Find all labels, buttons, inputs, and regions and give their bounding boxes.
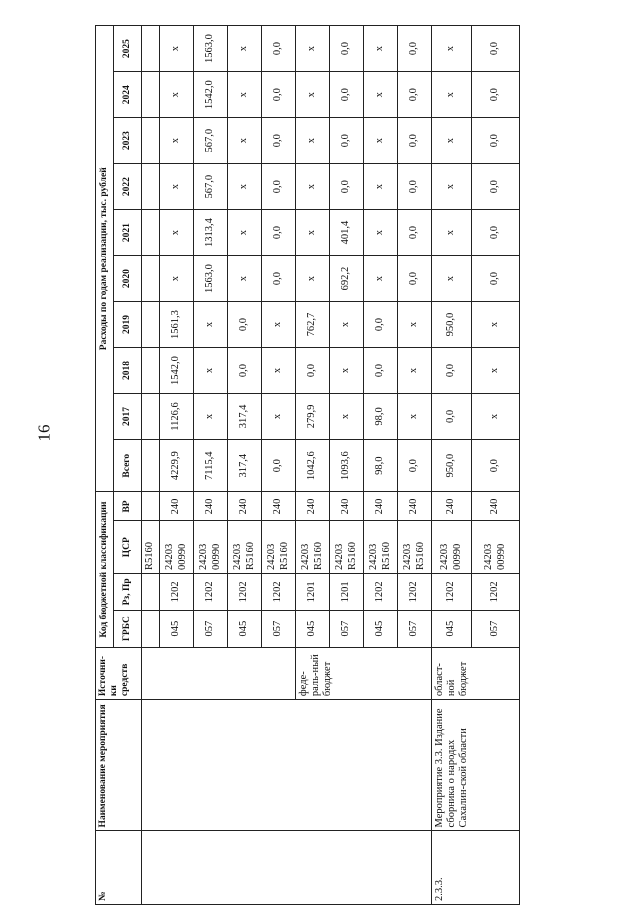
cell-year-value: 0,0 <box>330 164 364 210</box>
cell-rzpr: 1201 <box>296 573 330 610</box>
cell-year-value: x <box>228 164 262 210</box>
cell-year-value: x <box>398 302 432 348</box>
cell-year-value: x <box>160 72 194 118</box>
cell-csr: R5160 <box>142 521 160 574</box>
cell-year-value: 0,0 <box>262 26 296 72</box>
cell-total <box>142 439 160 492</box>
cell-year-value: x <box>398 393 432 439</box>
budget-table <box>95 25 520 905</box>
cell-year-value: 692,2 <box>330 256 364 302</box>
cell-year-value: 1542,0 <box>160 348 194 394</box>
cell-csr: 24203 R5160 <box>364 521 398 574</box>
cell-vr: 240 <box>194 492 228 521</box>
cell-year-value: 0,0 <box>262 118 296 164</box>
header-no: № <box>96 831 142 905</box>
cell-year-value: x <box>262 393 296 439</box>
cell-year-value: 0,0 <box>398 26 432 72</box>
cell-grbs: 057 <box>330 610 364 647</box>
cell-vr: 240 <box>296 492 330 521</box>
cell-total: 1093,6 <box>330 439 364 492</box>
cell-grbs: 045 <box>432 610 472 647</box>
cell-year-value <box>142 164 160 210</box>
cell-year-value <box>142 72 160 118</box>
cell-year-value: 950,0 <box>432 302 472 348</box>
cell-year-value: x <box>398 348 432 394</box>
cell-year-value: x <box>262 302 296 348</box>
cell-year-value: x <box>432 256 472 302</box>
cell-year-value: 0,0 <box>296 348 330 394</box>
cell-year-value: 0,0 <box>398 256 432 302</box>
cell-total: 0,0 <box>472 439 520 492</box>
cell-grbs: 045 <box>296 610 330 647</box>
cell-year-value: 0,0 <box>398 72 432 118</box>
cell-year-value: x <box>364 26 398 72</box>
cell-year-value: x <box>432 118 472 164</box>
cell-year-value <box>142 348 160 394</box>
header-year: 2017 <box>114 393 142 439</box>
cell-total: 98,0 <box>364 439 398 492</box>
cell-year-value: 1561,3 <box>160 302 194 348</box>
cell-vr: 240 <box>398 492 432 521</box>
cell-year-value: 0,0 <box>364 348 398 394</box>
cell-year-value: 0,0 <box>228 348 262 394</box>
cell-year-value: x <box>228 72 262 118</box>
cell-year-value: 0,0 <box>398 118 432 164</box>
cell-year-value: 0,0 <box>398 164 432 210</box>
header-rzpr: Рз, Пр <box>114 573 142 610</box>
cell-grbs: 057 <box>472 610 520 647</box>
cell-year-value: x <box>296 256 330 302</box>
cell-source: феде-раль-ный бюджет <box>296 647 432 700</box>
cell-year-value: x <box>262 348 296 394</box>
cell-year-value: x <box>160 256 194 302</box>
cell-rzpr: 1202 <box>262 573 296 610</box>
cell-year-value: 279,9 <box>296 393 330 439</box>
cell-vr: 240 <box>228 492 262 521</box>
header-year: 2025 <box>114 26 142 72</box>
cell-year-value: x <box>160 118 194 164</box>
cell-vr: 240 <box>472 492 520 521</box>
cell-total: 317,4 <box>228 439 262 492</box>
cell-year-value: 0,0 <box>262 210 296 256</box>
cell-year-value: x <box>160 26 194 72</box>
cell-year-value: x <box>432 72 472 118</box>
cell-csr: 24203 R5160 <box>330 521 364 574</box>
table-row <box>142 26 160 905</box>
cell-total: 7115,4 <box>194 439 228 492</box>
cell-year-value: 0,0 <box>364 302 398 348</box>
cell-year-value: 401,4 <box>330 210 364 256</box>
header-csr: ЦСР <box>114 521 142 574</box>
cell-csr: 24203 R5160 <box>228 521 262 574</box>
cell-year-value: x <box>228 118 262 164</box>
cell-grbs <box>142 610 160 647</box>
table-row <box>432 26 472 905</box>
cell-year-value: 0,0 <box>472 118 520 164</box>
header-year: 2023 <box>114 118 142 164</box>
cell-year-value: x <box>228 26 262 72</box>
cell-year-value: 0,0 <box>472 26 520 72</box>
cell-year-value: 567,0 <box>194 118 228 164</box>
cell-year-value: 0,0 <box>398 210 432 256</box>
cell-year-value: x <box>330 348 364 394</box>
cell-rzpr: 1202 <box>228 573 262 610</box>
cell-year-value: 0,0 <box>262 256 296 302</box>
cell-year-value: 0,0 <box>432 393 472 439</box>
cell-csr: 24203 00990 <box>432 521 472 574</box>
cell-csr: 24203 R5160 <box>262 521 296 574</box>
cell-year-value: x <box>228 256 262 302</box>
cell-year-value: x <box>296 210 330 256</box>
cell-year-value: 0,0 <box>262 164 296 210</box>
cell-grbs: 057 <box>398 610 432 647</box>
cell-year-value: 0,0 <box>228 302 262 348</box>
cell-year-value: x <box>432 164 472 210</box>
cell-year-value: 567,0 <box>194 164 228 210</box>
cell-year-value: 0,0 <box>472 256 520 302</box>
cell-rzpr: 1202 <box>432 573 472 610</box>
header-year: 2020 <box>114 256 142 302</box>
cell-rzpr: 1201 <box>330 573 364 610</box>
header-year: 2018 <box>114 348 142 394</box>
cell-grbs: 045 <box>160 610 194 647</box>
cell-rzpr: 1202 <box>472 573 520 610</box>
cell-year-value <box>142 26 160 72</box>
cell-name: Мероприятие 3.3. Издание сборника о народах Сахалин-ской области <box>432 700 520 831</box>
cell-no <box>142 831 432 905</box>
cell-year-value <box>142 302 160 348</box>
cell-year-value: x <box>432 210 472 256</box>
cell-rzpr <box>142 573 160 610</box>
cell-year-value: 0,0 <box>330 118 364 164</box>
cell-vr: 240 <box>432 492 472 521</box>
header-expenses: Расходы по годам реализации, тыс. рублей <box>96 26 114 493</box>
header-grbs: ГРБС <box>114 610 142 647</box>
cell-year-value <box>142 210 160 256</box>
cell-year-value: x <box>364 256 398 302</box>
cell-source <box>142 647 296 700</box>
cell-year-value: 1313,4 <box>194 210 228 256</box>
cell-year-value: x <box>160 164 194 210</box>
cell-year-value: 317,4 <box>228 393 262 439</box>
cell-year-value: x <box>194 348 228 394</box>
cell-source: област-ной бюджет <box>432 647 520 700</box>
cell-year-value <box>142 393 160 439</box>
cell-rzpr: 1202 <box>398 573 432 610</box>
header-vr: ВР <box>114 492 142 521</box>
cell-year-value: x <box>472 348 520 394</box>
cell-csr: 24203 00990 <box>160 521 194 574</box>
cell-year-value: 1563,0 <box>194 26 228 72</box>
cell-csr: 24203 00990 <box>194 521 228 574</box>
header-year: 2021 <box>114 210 142 256</box>
page-number: 16 <box>34 424 54 442</box>
cell-year-value: 0,0 <box>330 26 364 72</box>
cell-year-value: x <box>160 210 194 256</box>
cell-rzpr: 1202 <box>160 573 194 610</box>
cell-grbs: 057 <box>262 610 296 647</box>
cell-year-value: x <box>364 118 398 164</box>
header-source: Источни-ки средств <box>96 647 142 700</box>
cell-year-value: x <box>296 118 330 164</box>
cell-year-value: x <box>364 72 398 118</box>
cell-vr: 240 <box>262 492 296 521</box>
cell-year-value: x <box>194 302 228 348</box>
cell-year-value: 0,0 <box>472 72 520 118</box>
cell-vr: 240 <box>160 492 194 521</box>
cell-year-value <box>142 118 160 164</box>
cell-total: 0,0 <box>398 439 432 492</box>
cell-total: 950,0 <box>432 439 472 492</box>
cell-grbs: 045 <box>228 610 262 647</box>
header-year: 2019 <box>114 302 142 348</box>
cell-year-value: 0,0 <box>472 210 520 256</box>
cell-grbs: 045 <box>364 610 398 647</box>
cell-year-value: 0,0 <box>432 348 472 394</box>
cell-total: 1042,6 <box>296 439 330 492</box>
cell-name <box>142 700 432 831</box>
cell-csr: 24203 R5160 <box>398 521 432 574</box>
cell-year-value: x <box>432 26 472 72</box>
cell-year-value: x <box>364 210 398 256</box>
cell-year-value: 1563,0 <box>194 256 228 302</box>
cell-year-value: 0,0 <box>330 72 364 118</box>
cell-year-value: x <box>194 393 228 439</box>
cell-total: 0,0 <box>262 439 296 492</box>
cell-year-value: x <box>330 302 364 348</box>
header-year: 2024 <box>114 72 142 118</box>
cell-year-value: x <box>364 164 398 210</box>
cell-rzpr: 1202 <box>194 573 228 610</box>
cell-year-value <box>142 256 160 302</box>
cell-year-value: x <box>472 302 520 348</box>
header-budget-code: Код бюджетной классификации <box>96 492 114 647</box>
cell-no: 2.3.3. <box>432 831 520 905</box>
cell-vr: 240 <box>330 492 364 521</box>
cell-rzpr: 1202 <box>364 573 398 610</box>
rotated-table-container <box>95 25 625 905</box>
header-name: Наименование мероприятия <box>96 700 142 831</box>
cell-year-value: x <box>296 26 330 72</box>
cell-year-value: 1542,0 <box>194 72 228 118</box>
cell-year-value: 98,0 <box>364 393 398 439</box>
cell-vr: 240 <box>364 492 398 521</box>
cell-year-value: 0,0 <box>472 164 520 210</box>
cell-total: 4229,9 <box>160 439 194 492</box>
cell-year-value: 762,7 <box>296 302 330 348</box>
cell-year-value: x <box>330 393 364 439</box>
cell-year-value: x <box>472 393 520 439</box>
header-year: 2022 <box>114 164 142 210</box>
header-total: Всего <box>114 439 142 492</box>
cell-grbs: 057 <box>194 610 228 647</box>
cell-year-value: 1126,6 <box>160 393 194 439</box>
cell-vr <box>142 492 160 521</box>
cell-year-value: x <box>296 164 330 210</box>
cell-year-value: 0,0 <box>262 72 296 118</box>
cell-year-value: x <box>228 210 262 256</box>
cell-csr: 24203 00990 <box>472 521 520 574</box>
cell-year-value: x <box>296 72 330 118</box>
cell-csr: 24203 R5160 <box>296 521 330 574</box>
